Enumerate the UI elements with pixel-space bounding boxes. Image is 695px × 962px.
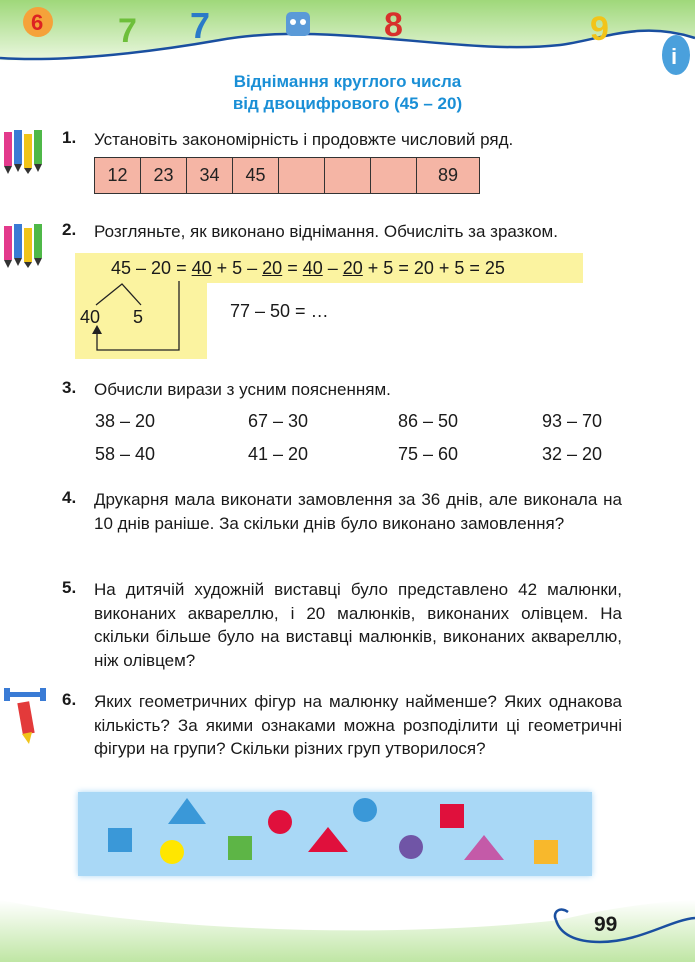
task-5-text: На дитячій художній виставці було представлено 42 малюнки, виконаних аквареллю, і 20 малюнків, виконаних олівцем. На скільки більше було на виставці малюнків, виконаних аквареллю, ніж олівцем?	[94, 580, 622, 670]
pink-triangle	[464, 835, 504, 860]
svg-text:8: 8	[384, 6, 403, 44]
blue-triangle	[168, 798, 206, 824]
example-part: 40	[191, 258, 212, 278]
task-number: 6.	[62, 690, 77, 709]
series-cell: 34	[187, 158, 233, 193]
number-series	[94, 157, 480, 194]
svg-text:6: 6	[31, 10, 44, 35]
example-part: + 5 = 20 + 5 = 25	[362, 258, 505, 278]
series-cell: 12	[95, 158, 141, 193]
page-number: 99	[594, 913, 618, 936]
series-cell-blank[interactable]	[279, 158, 325, 193]
page-title-line1: Віднімання круглого числа	[233, 72, 462, 91]
page-title-line2: від двоцифрового (45 – 20)	[232, 94, 463, 113]
pencils-icon	[2, 128, 46, 174]
example-part: 20	[151, 258, 172, 278]
expression: 86 – 50	[398, 411, 459, 431]
red-circle	[268, 810, 292, 834]
series-cell: 89	[437, 165, 459, 185]
task-1-text: Установіть закономірність і продовжте числовий ряд.	[94, 130, 514, 149]
example-part: 20	[262, 258, 283, 278]
series-cell: 45	[233, 158, 279, 193]
task-number: 1.	[62, 128, 77, 147]
expression: 67 – 30	[248, 411, 309, 431]
task-number: 4.	[62, 488, 77, 507]
pencils-icon	[2, 222, 46, 268]
digit-6-icon	[23, 7, 53, 37]
series-cell-blank[interactable]	[371, 158, 417, 193]
task-3-text: Обчисли вирази з усним поясненням.	[94, 380, 391, 399]
expression: 58 – 40	[95, 444, 156, 464]
example-part: + 5 –	[211, 258, 263, 278]
example-part: 45	[111, 258, 132, 278]
task-number: 3.	[62, 378, 77, 397]
footer-decoration	[0, 860, 695, 962]
red-triangle	[308, 827, 348, 852]
expression: 32 – 20	[542, 444, 603, 464]
svg-text:i: i	[671, 44, 678, 69]
split-left: 40	[80, 307, 101, 327]
series-cell: 23	[141, 158, 187, 193]
expression: 93 – 70	[542, 411, 603, 431]
exercise-expression: 77 – 50 = …	[230, 301, 329, 321]
character-icon	[286, 12, 310, 36]
expression: 38 – 20	[95, 411, 156, 431]
red-square	[440, 804, 464, 828]
example-part: –	[322, 258, 343, 278]
blue-circle	[353, 798, 377, 822]
task-2-text: Розгляньте, як виконано віднімання. Обчисліть за зразком.	[94, 222, 558, 241]
task-number: 2.	[62, 220, 77, 239]
example-part: 20	[342, 258, 363, 278]
digit-8-icon	[384, 6, 403, 44]
digit-9-icon	[590, 10, 609, 48]
weightlifter-pencil-icon	[4, 688, 48, 746]
digit-7-icon	[118, 12, 137, 50]
svg-text:7: 7	[190, 5, 211, 46]
svg-text:9: 9	[590, 10, 609, 48]
blue-square	[108, 828, 132, 852]
purple-circle	[399, 835, 423, 859]
example-part: –	[131, 258, 152, 278]
example-part: =	[282, 258, 303, 278]
expression: 75 – 60	[398, 444, 459, 464]
example-part: 40	[302, 258, 323, 278]
example-part: =	[171, 258, 192, 278]
green-square	[228, 836, 252, 860]
task-number: 5.	[62, 578, 77, 597]
svg-text:7: 7	[118, 12, 137, 50]
series-cell-blank[interactable]	[325, 158, 371, 193]
info-i-icon	[662, 35, 690, 75]
task-4-text: Друкарня мала виконати замовлення за 36 днів, але виконала на 10 днів раніше. За скільки днів було виконано замовлення?	[94, 490, 622, 533]
split-right: 5	[133, 307, 144, 327]
worked-example	[111, 258, 505, 279]
task-6-text: Яких геометричних фігур на малюнку найменше? Яких однакова кількість? За якими ознаками можна розподілити ці геометричні фігури на групи? Скільки різних груп утворилося?	[94, 692, 622, 758]
digit-7b-icon	[190, 5, 210, 46]
expression: 41 – 20	[248, 444, 309, 464]
